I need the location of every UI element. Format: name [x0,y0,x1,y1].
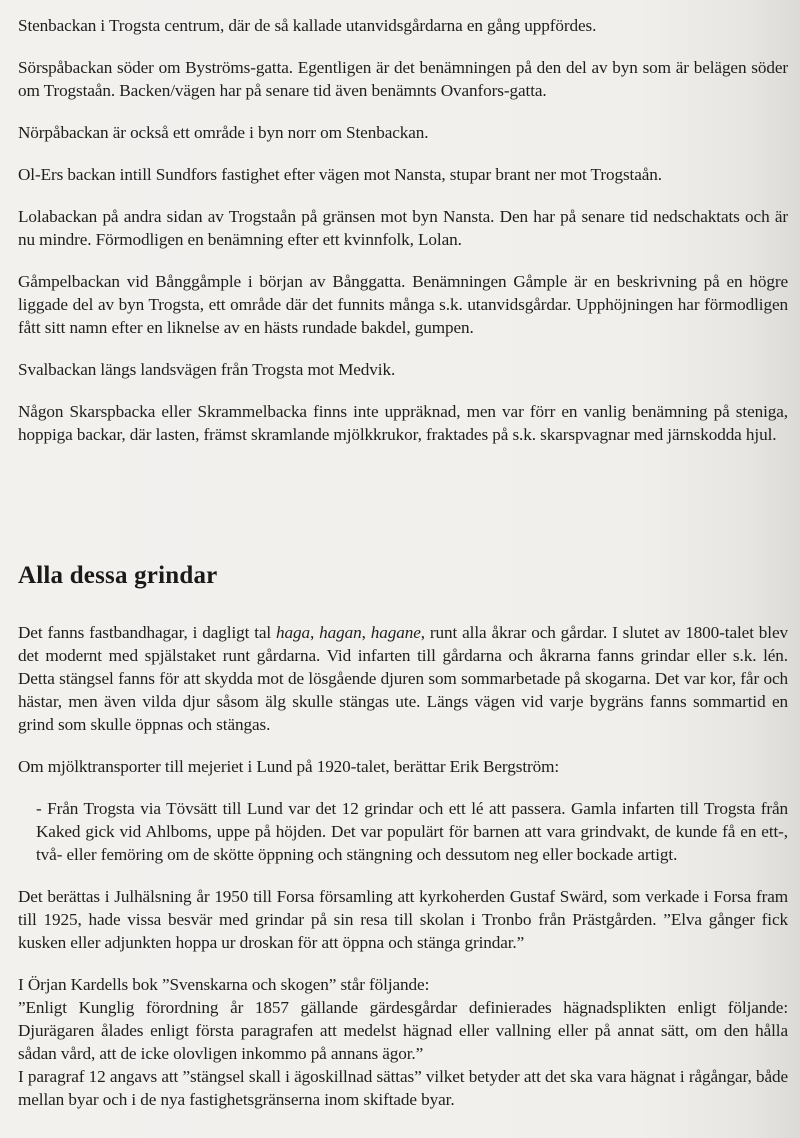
paragraph [18,621,788,736]
paragraph: Svalbackan längs landsvägen från Trogsta mot Medvik. [18,360,396,379]
text-line: ”Enligt Kunglig förordning år 1857 gällande gärdesgårdar definierades hägnadsplikten enligt följande: Djurägaren ålades enligt första paragrafen att medelst hägnad eller vallning eller på annat sätt, om den hålla sådan vård, att de icke olovligen inkommo på annans ägor.” [18,998,788,1063]
paragraph: Om mjölktransporter till mejeriet i Lund på 1920-talet, berättar Erik Bergström: [18,757,560,776]
text-line: I paragraf 12 angavs att ”stängsel skall i ägoskillnad sättas” vilket betyder att det ska vara hägnat i rågångar, både mellan byar och i de nya fastighetsgränserna inom skiftade byar. [18,1067,788,1109]
text-run: , [361,623,371,642]
text-line: I Örjan Kardells bok ”Svenskarna och skogen” står följande: [18,975,430,994]
gates-section [18,621,788,1111]
italic-term: haga [276,623,311,642]
paragraph: Stenbackan i Trogsta centrum, där de så kallade utanvidsgårdarna en gång uppfördes. [18,16,597,35]
paragraph: Det berättas i Julhälsning år 1950 till Forsa församling att kyrkoherden Gustaf Swärd, som verkade i Forsa fram till 1925, hade vissa besvär med grindar på sin resa till skolan i Tronbo från Prästgården. ”Elva gånger fick kusken eller adjunkten hoppa ur droskan för att öppna och stänga grindar.” [18,887,788,952]
text-run: , runt alla åkrar och gårdar. I slutet av 1800-talet blev det modernt med spjälstaket runt gårdarna. Vid infarten till gårdarna och åkrarna fanns grindar eller s.k. lén. Detta stängsel fanns för att skydda mot de lösgående djuren som sommarbetade på skogarna. Det var kor, får och hästar, men även vilda djur såsom älg skulle stängas ute. Längs vägen vid varje bygräns fanns sommartid en grind som skulle öppnas och stängas. [18,623,788,734]
text-run: , [310,623,320,642]
paragraph: Nörpåbackan är också ett område i byn norr om Stenbackan. [18,123,429,142]
text-run: Det fanns fastbandhagar, i dagligt tal [18,623,277,642]
paragraph [18,973,788,1111]
paragraph: Någon Skarspbacka eller Skrammelbacka finns inte uppräknad, men var förr en vanlig benämning på steniga, hoppiga backar, där lasten, främst skramlande mjölkkrukor, fraktades på s.k. skarspvagnar med järnskodda hjul. [18,402,788,444]
paragraph: Sörspåbackan söder om Byströms-gatta. Egentligen är det benämningen på den del av byn som är belägen söder om Trogstaån. Backen/vägen har på senare tid även benämnts Ovanfors-gatta. [18,58,788,100]
place-names-section [18,14,788,446]
paragraph: Ol-Ers backan intill Sundfors fastighet efter vägen mot Nansta, stupar brant ner mot Trogstaån. [18,165,662,184]
italic-term: hagan [319,623,362,642]
paragraph: Lolabackan på andra sidan av Trogstaån på gränsen mot byn Nansta. Den har på senare tid nedschaktats och är nu mindre. Förmodligen en benämning efter ett kvinnfolk, Lolan. [18,207,788,249]
section-heading: Alla dessa grindar [18,562,218,589]
quote-paragraph: - Från Trogsta via Tövsätt till Lund var det 12 grindar och ett lé att passera. Gamla infarten till Trogsta från Kaked gick vid Ahlboms, uppe på höjden. Det var populärt för barnen att vara grindvakt, de kunde få en ett-, två- eller femöring om de skötte öppning och stängning och dessutom neg eller bockade artigt. [36,799,788,864]
italic-term: hagane [370,623,421,642]
paragraph: Gåmpelbackan vid Bånggåmple i början av Bånggatta. Benämningen Gåmple är en beskrivning på en högre liggade del av byn Trogsta, ett område där det funnits många s.k. utanvidsgårdar. Upphöjningen har förmodligen fått sitt namn efter en liknelse av en hästs rundade bakdel, gumpen. [18,272,788,337]
